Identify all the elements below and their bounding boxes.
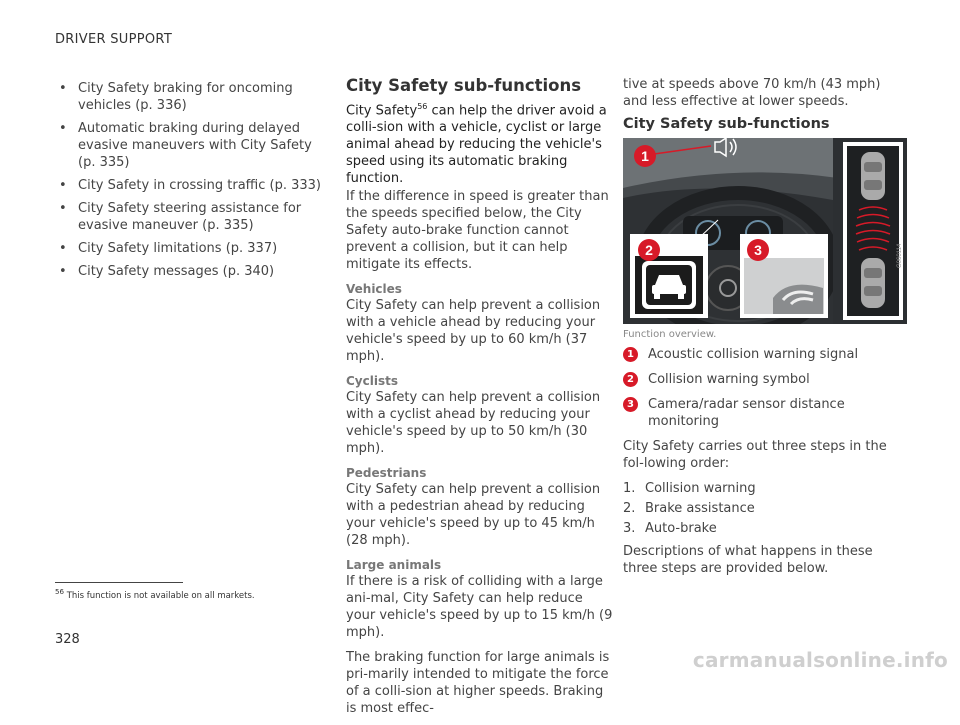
bullet-icon: • (59, 241, 67, 256)
legend-item: 2 Collision warning symbol (623, 371, 908, 388)
continuation-paragraph: tive at speeds above 70 km/h (43 mph) and less effective at lower speeds. (623, 77, 881, 109)
footnote-ref: 56 (417, 102, 428, 111)
figure-caption: Function overview. (623, 329, 717, 340)
list-item: 2. Brake assistance (623, 501, 755, 516)
main-column (346, 76, 616, 725)
bullet-icon: • (59, 178, 67, 193)
page-title: City Safety sub-functions (346, 76, 582, 95)
steps-outro: Descriptions of what happens in these three steps are provided below. (623, 544, 873, 576)
vehicles-paragraph: City Safety can help prevent a collision with a vehicle ahead by reducing your vehicle's speed by up to 60 km/h (37 mph). (346, 298, 601, 365)
intro-paragraph: If the difference in speed is greater than the speeds specified below, the City Safety auto-brake function cannot prevent a collision, but it can help mitigate its effects. (346, 189, 609, 273)
number-3-icon: 3 (623, 397, 638, 412)
steps-intro: City Safety carries out three steps in the fol-lowing order: (623, 439, 887, 471)
footnote: $^{56}$ This function is not available on all markets. (55, 587, 255, 601)
bullet-icon: • (59, 264, 67, 279)
list-item: 3. Auto-brake (623, 521, 717, 536)
legend-item: 3 Camera/radar sensor distance monitoring (623, 396, 908, 430)
lead-paragraph: City Safety$^{56}$ can help the driver avoid a colli-sion with a vehicle, cyclist or large animal ahead by reducing the vehicle's speed using its automatic braking function. (346, 102, 607, 187)
list-item[interactable]: • Automatic braking during delayed evasive maneuvers with City Safety (p. 335) (59, 121, 312, 170)
cyclists-heading: Cyclists (346, 374, 398, 389)
page-number: 328 (55, 632, 80, 647)
watermark: carmanualsonline.info (692, 648, 948, 672)
section-header: DRIVER SUPPORT (55, 32, 173, 47)
list-item[interactable]: • City Safety steering assistance for evasive maneuver (p. 335) (59, 201, 302, 233)
list-item[interactable]: • City Safety braking for oncoming vehicles (p. 336) (59, 81, 293, 113)
function-overview-figure (623, 138, 907, 324)
vehicles-heading: Vehicles (346, 282, 402, 297)
braking-paragraph: The braking function for large animals is pri-marily intended to mitigate the force of a colli-sion at higher speeds. Braking is most effec- (346, 650, 610, 717)
number-1-icon: 1 (623, 347, 638, 362)
svg-text:3: 3 (754, 242, 762, 258)
bullet-icon: • (59, 81, 67, 96)
right-column (623, 76, 908, 585)
section-title: City Safety sub-functions (623, 116, 830, 132)
svg-text:2: 2 (645, 242, 653, 258)
large-animals-heading: Large animals (346, 558, 442, 573)
related-links-list (55, 80, 325, 286)
list-item: 1. Collision warning (623, 481, 756, 496)
figure-code: G060114 (897, 243, 903, 268)
list-item[interactable]: • City Safety messages (p. 340) (59, 264, 275, 279)
large-animals-paragraph: If there is a risk of colliding with a large ani-mal, City Safety can help reduce your vehicle's speed by up to 15 km/h (9 mph). (346, 574, 613, 641)
pedestrians-paragraph: City Safety can help prevent a collision with a pedestrian ahead by reducing your vehicle's speed by up to 45 km/h (28 mph). (346, 482, 601, 549)
footnote-divider (55, 582, 183, 583)
bullet-icon: • (59, 201, 67, 216)
list-item[interactable]: • City Safety in crossing traffic (p. 333) (59, 178, 321, 193)
bullet-icon: • (59, 121, 67, 136)
legend-item: 1 Acoustic collision warning signal (623, 346, 908, 363)
list-item[interactable]: • City Safety limitations (p. 337) (59, 241, 278, 256)
svg-text:1: 1 (641, 148, 649, 164)
cyclists-paragraph: City Safety can help prevent a collision with a cyclist ahead by reducing your vehicle's speed by up to 50 km/h (30 mph). (346, 390, 601, 457)
steps-list (623, 480, 908, 537)
number-2-icon: 2 (623, 372, 638, 387)
pedestrians-heading: Pedestrians (346, 466, 427, 481)
dashboard-illustration (623, 138, 907, 324)
